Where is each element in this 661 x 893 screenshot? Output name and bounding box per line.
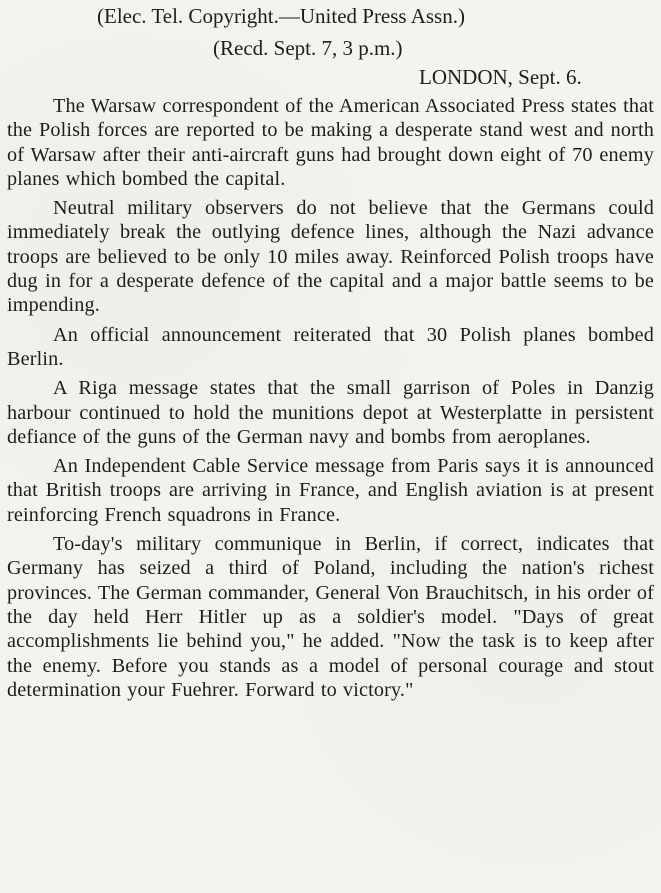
paragraph-warsaw-stand: The Warsaw correspondent of the American Associated Press states that the Polish forces are reported to be making a desperate stand west and north of Warsaw after their anti-aircraft guns had brought down eight of 70 enemy planes which bombed the capital.	[7, 95, 654, 190]
paragraph-official-announcement: An official announcement reiterated that 30 Polish planes bombed Berlin.	[7, 323, 654, 370]
paragraph-riga-message: A Riga message states that the small garrison of Poles in Danzig harbour continued to hold the munitions depot at Westerplatte in persistent defiance of the guns of the German navy and bombs from aeroplanes.	[7, 377, 654, 448]
dateline: LONDON, Sept. 6.	[419, 65, 582, 89]
paragraph-berlin-communique: To-day's military communique in Berlin, if correct, indicates that Germany has seized a third of Poland, including the nation's richest provinces. The German commander, General Von Brauchitsch, in his order of the day held Herr Hitler up as a soldier's model. "Days of great accomplishments lie behind you," he added. "Now the task is to keep after the enemy. Before you stands as a model of personal courage and stout determination your Fuehrer. Forward to victory."	[7, 533, 654, 701]
paragraph-independent-cable: An Independent Cable Service message from Paris says it is announced that British troops are arriving in France, and English aviation is at present reinforcing French squadrons in France.	[7, 455, 654, 526]
cable-credit-line: (Elec. Tel. Copyright.—United Press Assn.)	[97, 4, 465, 28]
received-date-line: (Recd. Sept. 7, 3 p.m.)	[213, 36, 403, 60]
paragraph-neutral-observers: Neutral military observers do not believe that the Germans could immediately break the outlying defence lines, although the Nazi advance troops are believed to be only 10 miles away. Reinforced Polish troops have dug in for a desperate defence of the capital and a major battle seems to be impending.	[7, 197, 654, 317]
